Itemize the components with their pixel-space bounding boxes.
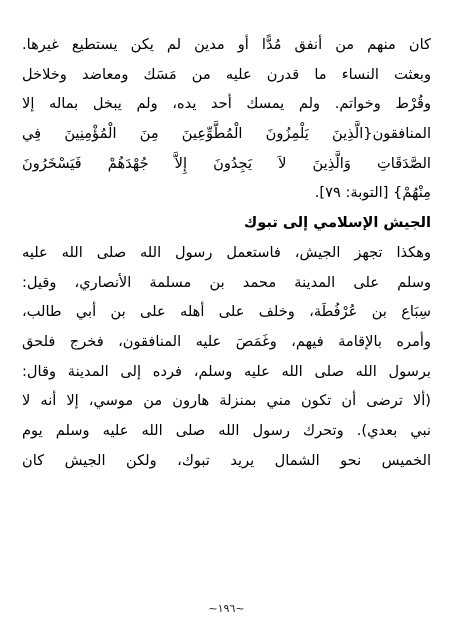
page-number: ~١٩٦~: [208, 602, 245, 615]
text-line-5: الصَّدَقَاتِ وَالَّذِينَ لاَ يَجِدُونَ إِلاَّ جُهْدَهُمْ فَيَسْخَرُونَ: [22, 154, 431, 172]
text-line-10: سِبَاع بن عُرْفُطَة، وخلف على أهله على بن أبي طالب،: [22, 303, 431, 321]
text-line-2: وبعثت النساء ما قدرن عليه من مَسَك ومعاضد وخلاخل: [22, 65, 431, 83]
text-line-3: وقُرْط وخواتم. ولم يمسك أحد يده، ولم يبخل بماله إلا: [22, 95, 431, 113]
text-line-8: وهكذا تجهز الجيش، فاستعمل رسول الله صلى الله عليه: [22, 243, 431, 261]
section-heading: الجيش الإسلامي إلى تبوك: [243, 214, 431, 232]
text-line-11: وأمره بالإقامة فيهم، وغَمَصَ عليه المنافقون، فخرج فلحق: [22, 332, 431, 350]
body-text: [22, 30, 431, 475]
text-line-6: مِنْهُمْ} [التوبة: ٧٩].: [314, 184, 431, 202]
text-line-9: وسلم على المدينة محمد بن مسلمة الأنصاري، وقيل:: [22, 273, 431, 291]
text-line-13: (ألا ترضى أن تكون مني بمنزلة هارون من موسي، إلا أنه لا: [22, 392, 431, 410]
text-line-4: المنافقون{الَّذِينَ يَلْمِزُونَ الْمُطَّوِّعِينَ مِنَ الْمُؤْمِنِينَ فِي: [22, 125, 431, 143]
text-line-1: كان منهم من أنفق مُدًّا أو مدين لم يكن يستطيع غيرها.: [22, 36, 431, 53]
text-line-15: الخميس نحو الشمال يريد تبوك، ولكن الجيش كان: [22, 451, 431, 469]
text-line-14: نبي بعدي). وتحرك رسول الله صلى الله عليه وسلم يوم: [22, 421, 431, 439]
text-line-12: برسول الله صلى الله عليه وسلم، فرده إلى المدينة وقال:: [22, 362, 431, 380]
